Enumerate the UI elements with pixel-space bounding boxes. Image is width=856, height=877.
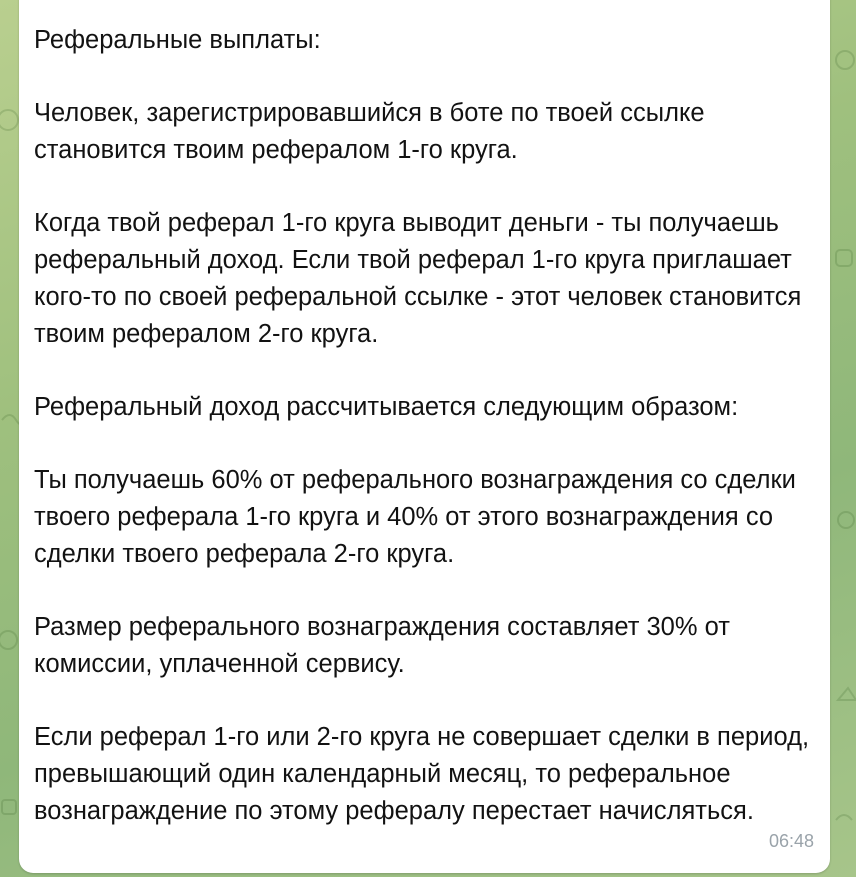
- message-paragraph: Когда твой реферал 1-го круга выводит деньги - ты получаешь реферальный доход. Если твой реферал 1-го круга приглашает кого-то по своей реферальной ссылке - этот человек становится твоим рефералом 2-го круга.: [34, 209, 802, 348]
- message-bubble[interactable]: [19, 0, 830, 873]
- message-paragraph: Человек, зарегистрировавшийся в боте по твоей ссылке становится твоим рефералом 1-го круга.: [34, 99, 705, 165]
- message-heading: Реферальные выплаты:: [34, 26, 321, 54]
- message-paragraph: Ты получаешь 60% от реферального вознаграждения со сделки твоего реферала 1-го круга и 40% от этого вознаграждения со сделки твоего реферала 2-го круга.: [34, 466, 796, 568]
- message-timestamp: 06:48: [768, 831, 814, 851]
- message-paragraph: Если реферал 1-го или 2-го круга не совершает сделки в период, превышающий один календарный месяц, то реферальное вознаграждение по этому рефералу перестает начисляться.: [34, 723, 810, 825]
- message-paragraph: Реферальный доход рассчитывается следующим образом:: [34, 392, 739, 421]
- message-paragraph: Размер реферального вознаграждения составляет 30% от комиссии, уплаченной сервису.: [34, 613, 730, 678]
- message-text: [34, 22, 824, 829]
